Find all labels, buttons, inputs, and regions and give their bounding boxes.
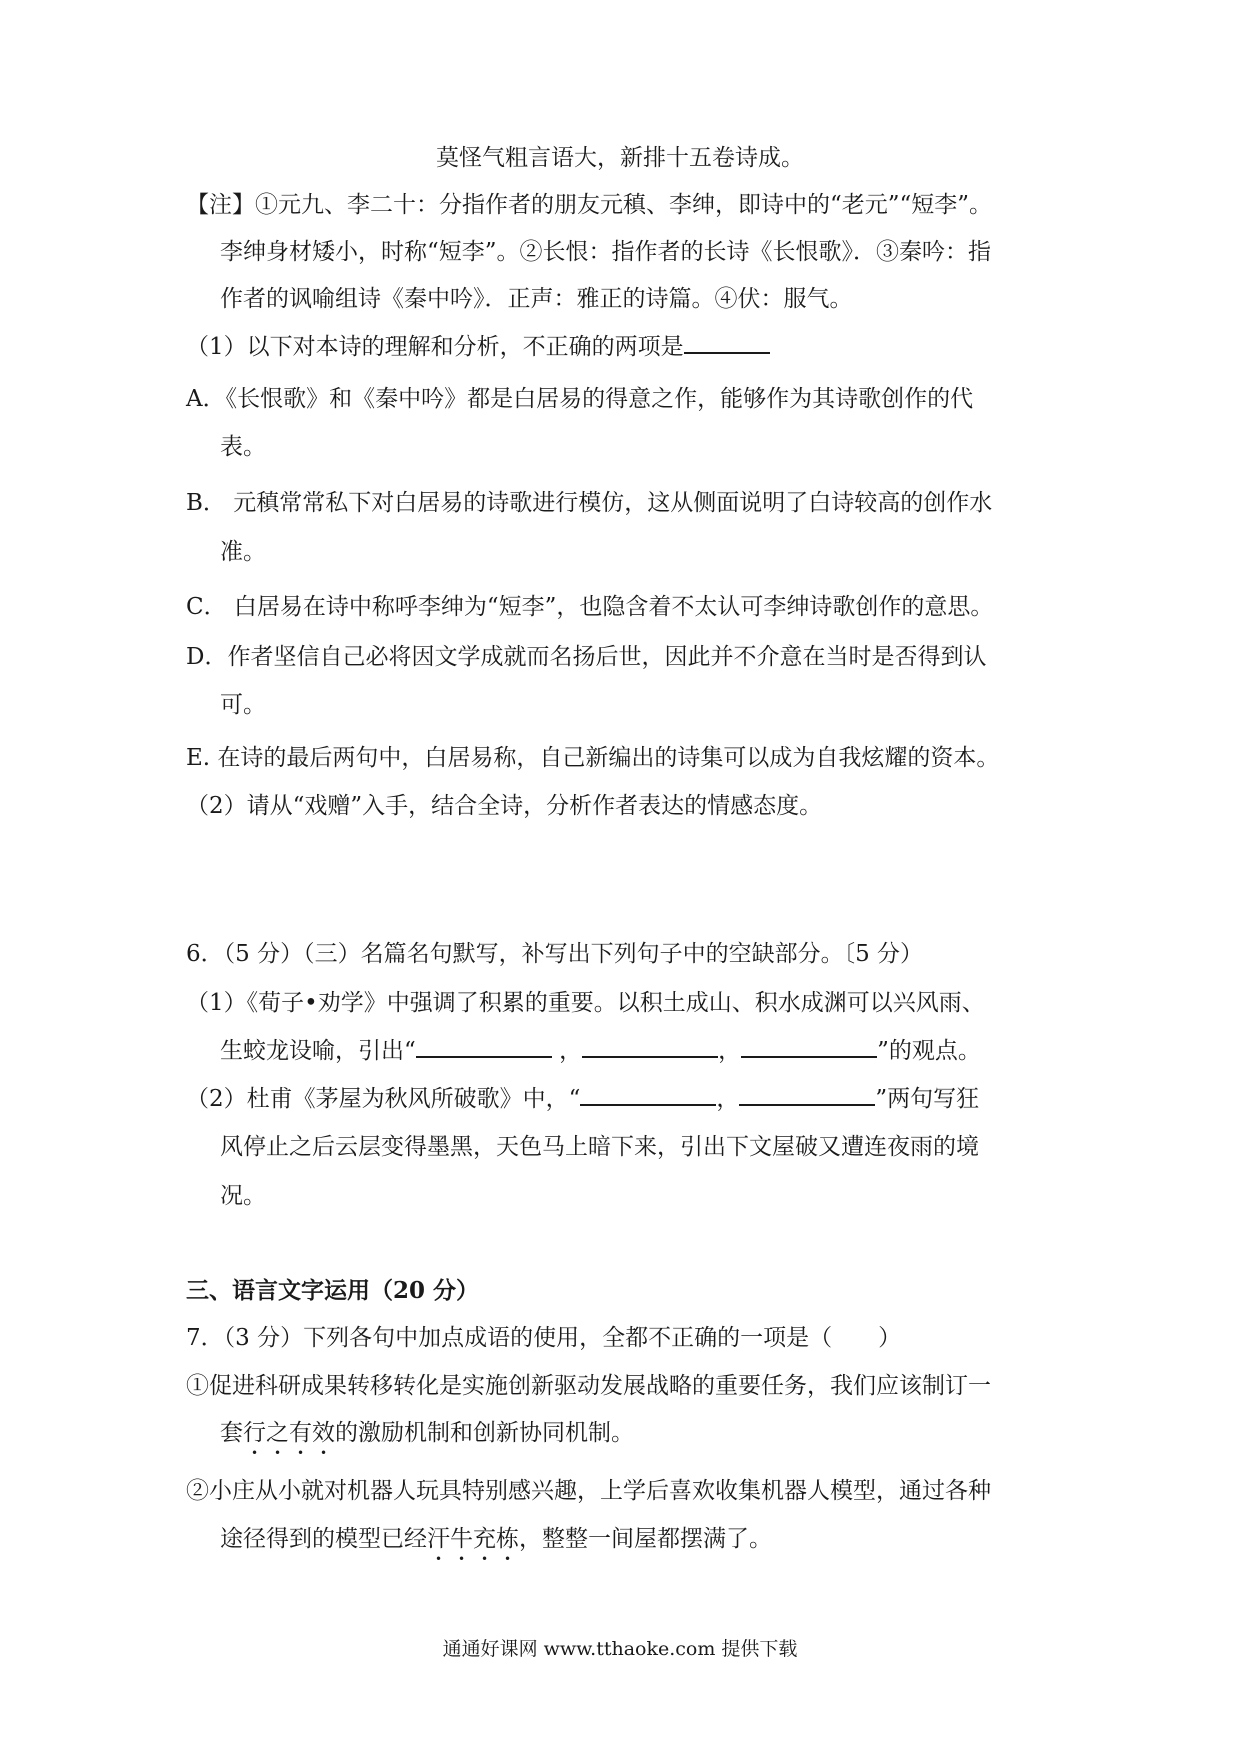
q7-item-1-line-1: ①促进科研成果转移转化是实施创新驱动发展战略的重要任务，我们应该制订一 (186, 1373, 991, 1399)
answer-blank[interactable] (739, 1082, 875, 1106)
q6-sub1-prefix: 生蛟龙设喻，引出“ (220, 1038, 416, 1064)
q7-item-1-suffix: 的激励机制和创新协同机制。 (335, 1420, 634, 1446)
dotted-idiom: 行之有效 (243, 1420, 335, 1446)
option-d-line-2: 可。 (220, 692, 266, 718)
separator: ， (716, 1086, 740, 1112)
q6-title: 6．（5 分）（三）名篇名句默写，补写出下列句子中的空缺部分。〔5 分） (186, 941, 924, 967)
separator: ， (718, 1038, 742, 1064)
q7-item-1-line-2 (220, 1416, 634, 1460)
separator: ， (551, 1038, 583, 1064)
q5-sub1-text: （1）以下对本诗的理解和分析，不正确的两项是 (186, 334, 684, 360)
answer-blank[interactable] (684, 330, 770, 354)
answer-blank[interactable] (416, 1034, 552, 1058)
footer-credit: 通通好课网 www.tthaoke.com 提供下载 (442, 1638, 798, 1660)
q6-sub1-line-1: （1）《荀子•劝学》中强调了积累的重要。以积土成山、积水成渊可以兴风雨、 (186, 990, 985, 1016)
q6-sub1-suffix: ”的观点。 (877, 1038, 981, 1064)
poem-last-line: 莫怪气粗言语大，新排十五卷诗成。 (436, 145, 804, 171)
dotted-idiom: 汗牛充栋 (427, 1526, 519, 1552)
q6-sub2-line-1 (186, 1082, 979, 1118)
q6-sub2-line-3: 况。 (220, 1183, 266, 1209)
option-d-line-1: D．作者坚信自己必将因文学成就而名扬后世，因此并不介意在当时是否得到认 (186, 644, 987, 670)
q7-item-2-prefix: 途径得到的模型已经 (220, 1526, 427, 1552)
note-line-3: 作者的讽喻组诗《秦中吟》．正声：雅正的诗篇。④伏：服气。 (220, 286, 853, 312)
q6-sub2-line-2: 风停止之后云层变得墨黑，天色马上暗下来，引出下文屋破又遭连夜雨的境 (220, 1134, 979, 1160)
q6-sub1-line-2 (220, 1034, 981, 1070)
option-c-line-1: C． 白居易在诗中称呼李绅为“短李”，也隐含着不太认可李绅诗歌创作的意思。 (186, 594, 994, 620)
option-b-line-2: 准。 (220, 539, 266, 565)
q7-item-2-suffix: ，整整一间屋都摆满了。 (519, 1526, 772, 1552)
option-e-line-1: E. 在诗的最后两句中，白居易称，自己新编出的诗集可以成为自我炫耀的资本。 (186, 745, 1000, 771)
option-a-line-1: A．《长恨歌》和《秦中吟》都是白居易的得意之作，能够作为其诗歌创作的代 (186, 386, 974, 412)
q5-sub1 (186, 330, 770, 366)
q7-item-2-line-1: ②小庄从小就对机器人玩具特别感兴趣，上学后喜欢收集机器人模型，通过各种 (186, 1478, 991, 1504)
q7-stem: 7．（3 分）下列各句中加点成语的使用，全都不正确的一项是（ ） (186, 1325, 902, 1351)
q6-sub2-prefix: （2）杜甫《茅屋为秋风所破歌》中，“ (186, 1086, 581, 1112)
option-a-line-2: 表。 (220, 434, 266, 460)
q7-item-2-line-2 (220, 1522, 772, 1566)
q5-sub2: （2）请从“戏赠”入手，结合全诗，分析作者表达的情感态度。 (186, 793, 823, 819)
section-heading: 三、语言文字运用（20 分） (186, 1277, 480, 1304)
note-line-2: 李绅身材矮小，时称“短李”。②长恨：指作者的长诗《长恨歌》．③秦吟：指 (220, 239, 992, 265)
option-b-line-1: B． 元稹常常私下对白居易的诗歌进行模仿，这从侧面说明了白诗较高的创作水 (186, 490, 993, 516)
q6-sub2-suffix: ”两句写狂 (875, 1086, 980, 1112)
answer-blank[interactable] (741, 1034, 877, 1058)
q7-item-1-prefix: 套 (220, 1420, 243, 1446)
note-line-1: 【注】①元九、李二十：分指作者的朋友元稹、李绅，即诗中的“老元”“短李”。 (186, 192, 993, 218)
answer-blank[interactable] (582, 1034, 718, 1058)
answer-blank[interactable] (580, 1082, 716, 1106)
